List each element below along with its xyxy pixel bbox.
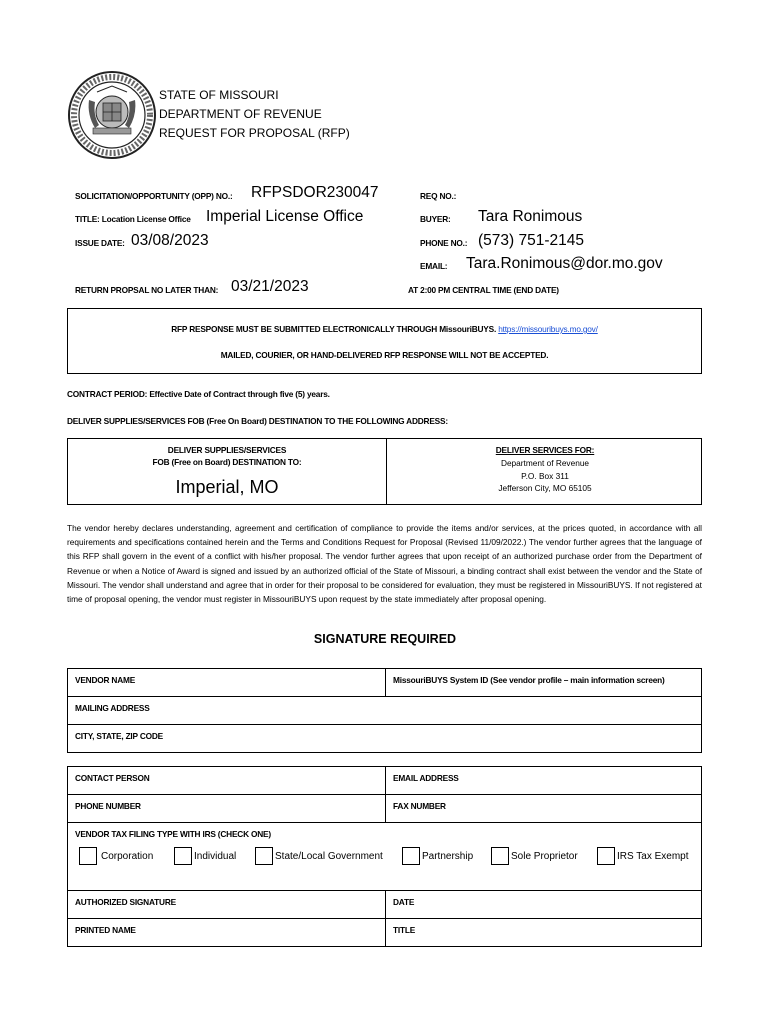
delivery-right-heading: DELIVER SERVICES FOR: xyxy=(495,445,595,455)
phone-number-field[interactable] xyxy=(67,794,386,823)
authorized-signature-field[interactable] xyxy=(67,890,386,919)
signature-heading: SIGNATURE REQUIRED xyxy=(313,632,457,646)
email-value: Tara.Ronimous@dor.mo.gov xyxy=(466,255,663,272)
system-id-label: MissouriBUYS System ID (See vendor profile – main information screen) xyxy=(393,675,665,685)
buyer-value: Tara Ronimous xyxy=(478,208,583,225)
issue-date-value: 03/08/2023 xyxy=(131,232,209,249)
delivery-right-line2: P.O. Box 311 xyxy=(521,470,569,481)
missouribuys-link[interactable]: https://missouribuys.mo.gov/ xyxy=(498,324,598,334)
fax-number-label: FAX NUMBER xyxy=(393,801,446,811)
mailing-address-field[interactable] xyxy=(67,696,702,725)
phone-number-label: PHONE NUMBER xyxy=(75,801,141,811)
notice-line1: RFP RESPONSE MUST BE SUBMITTED ELECTRONICALLY THROUGH MissouriBUYS. xyxy=(171,324,497,334)
system-id-field[interactable] xyxy=(385,668,702,697)
header-rfp: REQUEST FOR PROPOSAL (RFP) xyxy=(159,126,350,140)
state-local-government-checkbox[interactable] xyxy=(255,847,273,865)
authorized-signature-label: AUTHORIZED SIGNATURE xyxy=(75,897,176,907)
contact-person-field[interactable] xyxy=(67,766,386,795)
mailing-address-label: MAILING ADDRESS xyxy=(75,703,150,713)
fax-number-field[interactable] xyxy=(385,794,702,823)
email-address-label: EMAIL ADDRESS xyxy=(393,773,459,783)
printed-name-field[interactable] xyxy=(67,918,386,947)
title-label: TITLE xyxy=(393,925,416,935)
delivery-left-line2: FOB (Free on Board) DESTINATION TO: xyxy=(152,457,302,467)
delivery-left-line1: DELIVER SUPPLIES/SERVICES xyxy=(167,445,287,455)
partnership-checkbox[interactable] xyxy=(402,847,420,865)
individual-label: Individual xyxy=(194,851,237,862)
vendor-name-label: VENDOR NAME xyxy=(75,675,136,685)
sole-proprietor-checkbox[interactable] xyxy=(491,847,509,865)
solicitation-value: RFPSDOR230047 xyxy=(251,184,379,201)
email-address-field[interactable] xyxy=(385,766,702,795)
certification-paragraph: The vendor hereby declares understanding, agreement and certification of compliance to provide the items and/or services, at the prices quoted, in accordance with all requirements and specifications contained herein and the Terms and Conditions Request for Proposal (Revised 11/09/2022.) The vendor further agrees that the language of this RFP shall govern in the event of a conflict with his/her proposal. The vendor further agrees that upon receipt of an authorized purchase order from the Department of Revenue or when a Notice of Award is signed and issued by an authorized official of the State of Missouri, a binding contract shall exist between the vendor and the State of Missouri. The vendor shall understand and agree that in order for their proposal to be considered for evaluation, they must be registered in MissouriBUYS. If not registered at time of proposal opening, the vendor must register in MissouriBUYS upon request by the state immediately after proposal opening. xyxy=(67,523,702,605)
missouri-state-seal xyxy=(67,70,157,160)
header-department: DEPARTMENT OF REVENUE xyxy=(159,107,322,121)
delivery-box xyxy=(67,438,702,505)
submission-notice-box xyxy=(67,308,702,374)
delivery-destination: Imperial, MO xyxy=(175,477,279,497)
buyer-label: BUYER: xyxy=(420,214,451,224)
issue-date-label: ISSUE DATE: xyxy=(75,238,125,248)
return-date-label: RETURN PROPSAL NO LATER THAN: xyxy=(75,285,219,295)
irs-tax-exempt-checkbox[interactable] xyxy=(597,847,615,865)
phone-value: (573) 751-2145 xyxy=(478,232,584,249)
irs-tax-exempt-label: IRS Tax Exempt xyxy=(617,851,689,862)
corporation-label: Corporation xyxy=(101,851,154,862)
vendor-name-field[interactable] xyxy=(67,668,386,697)
delivery-right-line1: Department of Revenue xyxy=(500,458,590,468)
email-label: EMAIL: xyxy=(420,261,448,271)
contact-person-label: CONTACT PERSON xyxy=(75,773,150,783)
partnership-label: Partnership xyxy=(422,851,474,862)
date-label: DATE xyxy=(393,897,415,907)
date-field[interactable] xyxy=(385,890,702,919)
printed-name-label: PRINTED NAME xyxy=(75,925,136,935)
tax-filing-label: VENDOR TAX FILING TYPE WITH IRS (CHECK ONE) xyxy=(75,829,271,839)
sole-proprietor-label: Sole Proprietor xyxy=(511,851,578,862)
req-no-label: REQ NO.: xyxy=(420,191,457,201)
corporation-checkbox[interactable] xyxy=(79,847,97,865)
contract-period: CONTRACT PERIOD: Effective Date of Contract through five (5) years. xyxy=(67,389,330,399)
delivery-right-line3: Jefferson City, MO 65105 xyxy=(498,483,592,493)
title-label: TITLE: Location License Office xyxy=(75,214,191,224)
individual-checkbox[interactable] xyxy=(174,847,192,865)
solicitation-label: SOLICITATION/OPPORTUNITY (OPP) NO.: xyxy=(75,191,233,201)
notice-line2: MAILED, COURIER, OR HAND-DELIVERED RFP RESPONSE WILL NOT BE ACCEPTED. xyxy=(220,350,549,360)
return-date-value: 03/21/2023 xyxy=(231,278,309,295)
title-field[interactable] xyxy=(385,918,702,947)
header-state: STATE OF MISSOURI xyxy=(159,88,279,102)
time-note: AT 2:00 PM CENTRAL TIME (END DATE) xyxy=(408,285,559,295)
state-local-government-label: State/Local Government xyxy=(275,851,383,862)
phone-label: PHONE NO.: xyxy=(420,238,468,248)
deliver-heading: DELIVER SUPPLIES/SERVICES FOB (Free On Board) DESTINATION TO THE FOLLOWING ADDRESS: xyxy=(67,416,448,426)
title-value: Imperial License Office xyxy=(206,208,364,225)
city-state-zip-field[interactable] xyxy=(67,724,702,753)
city-state-zip-label: CITY, STATE, ZIP CODE xyxy=(75,731,163,741)
